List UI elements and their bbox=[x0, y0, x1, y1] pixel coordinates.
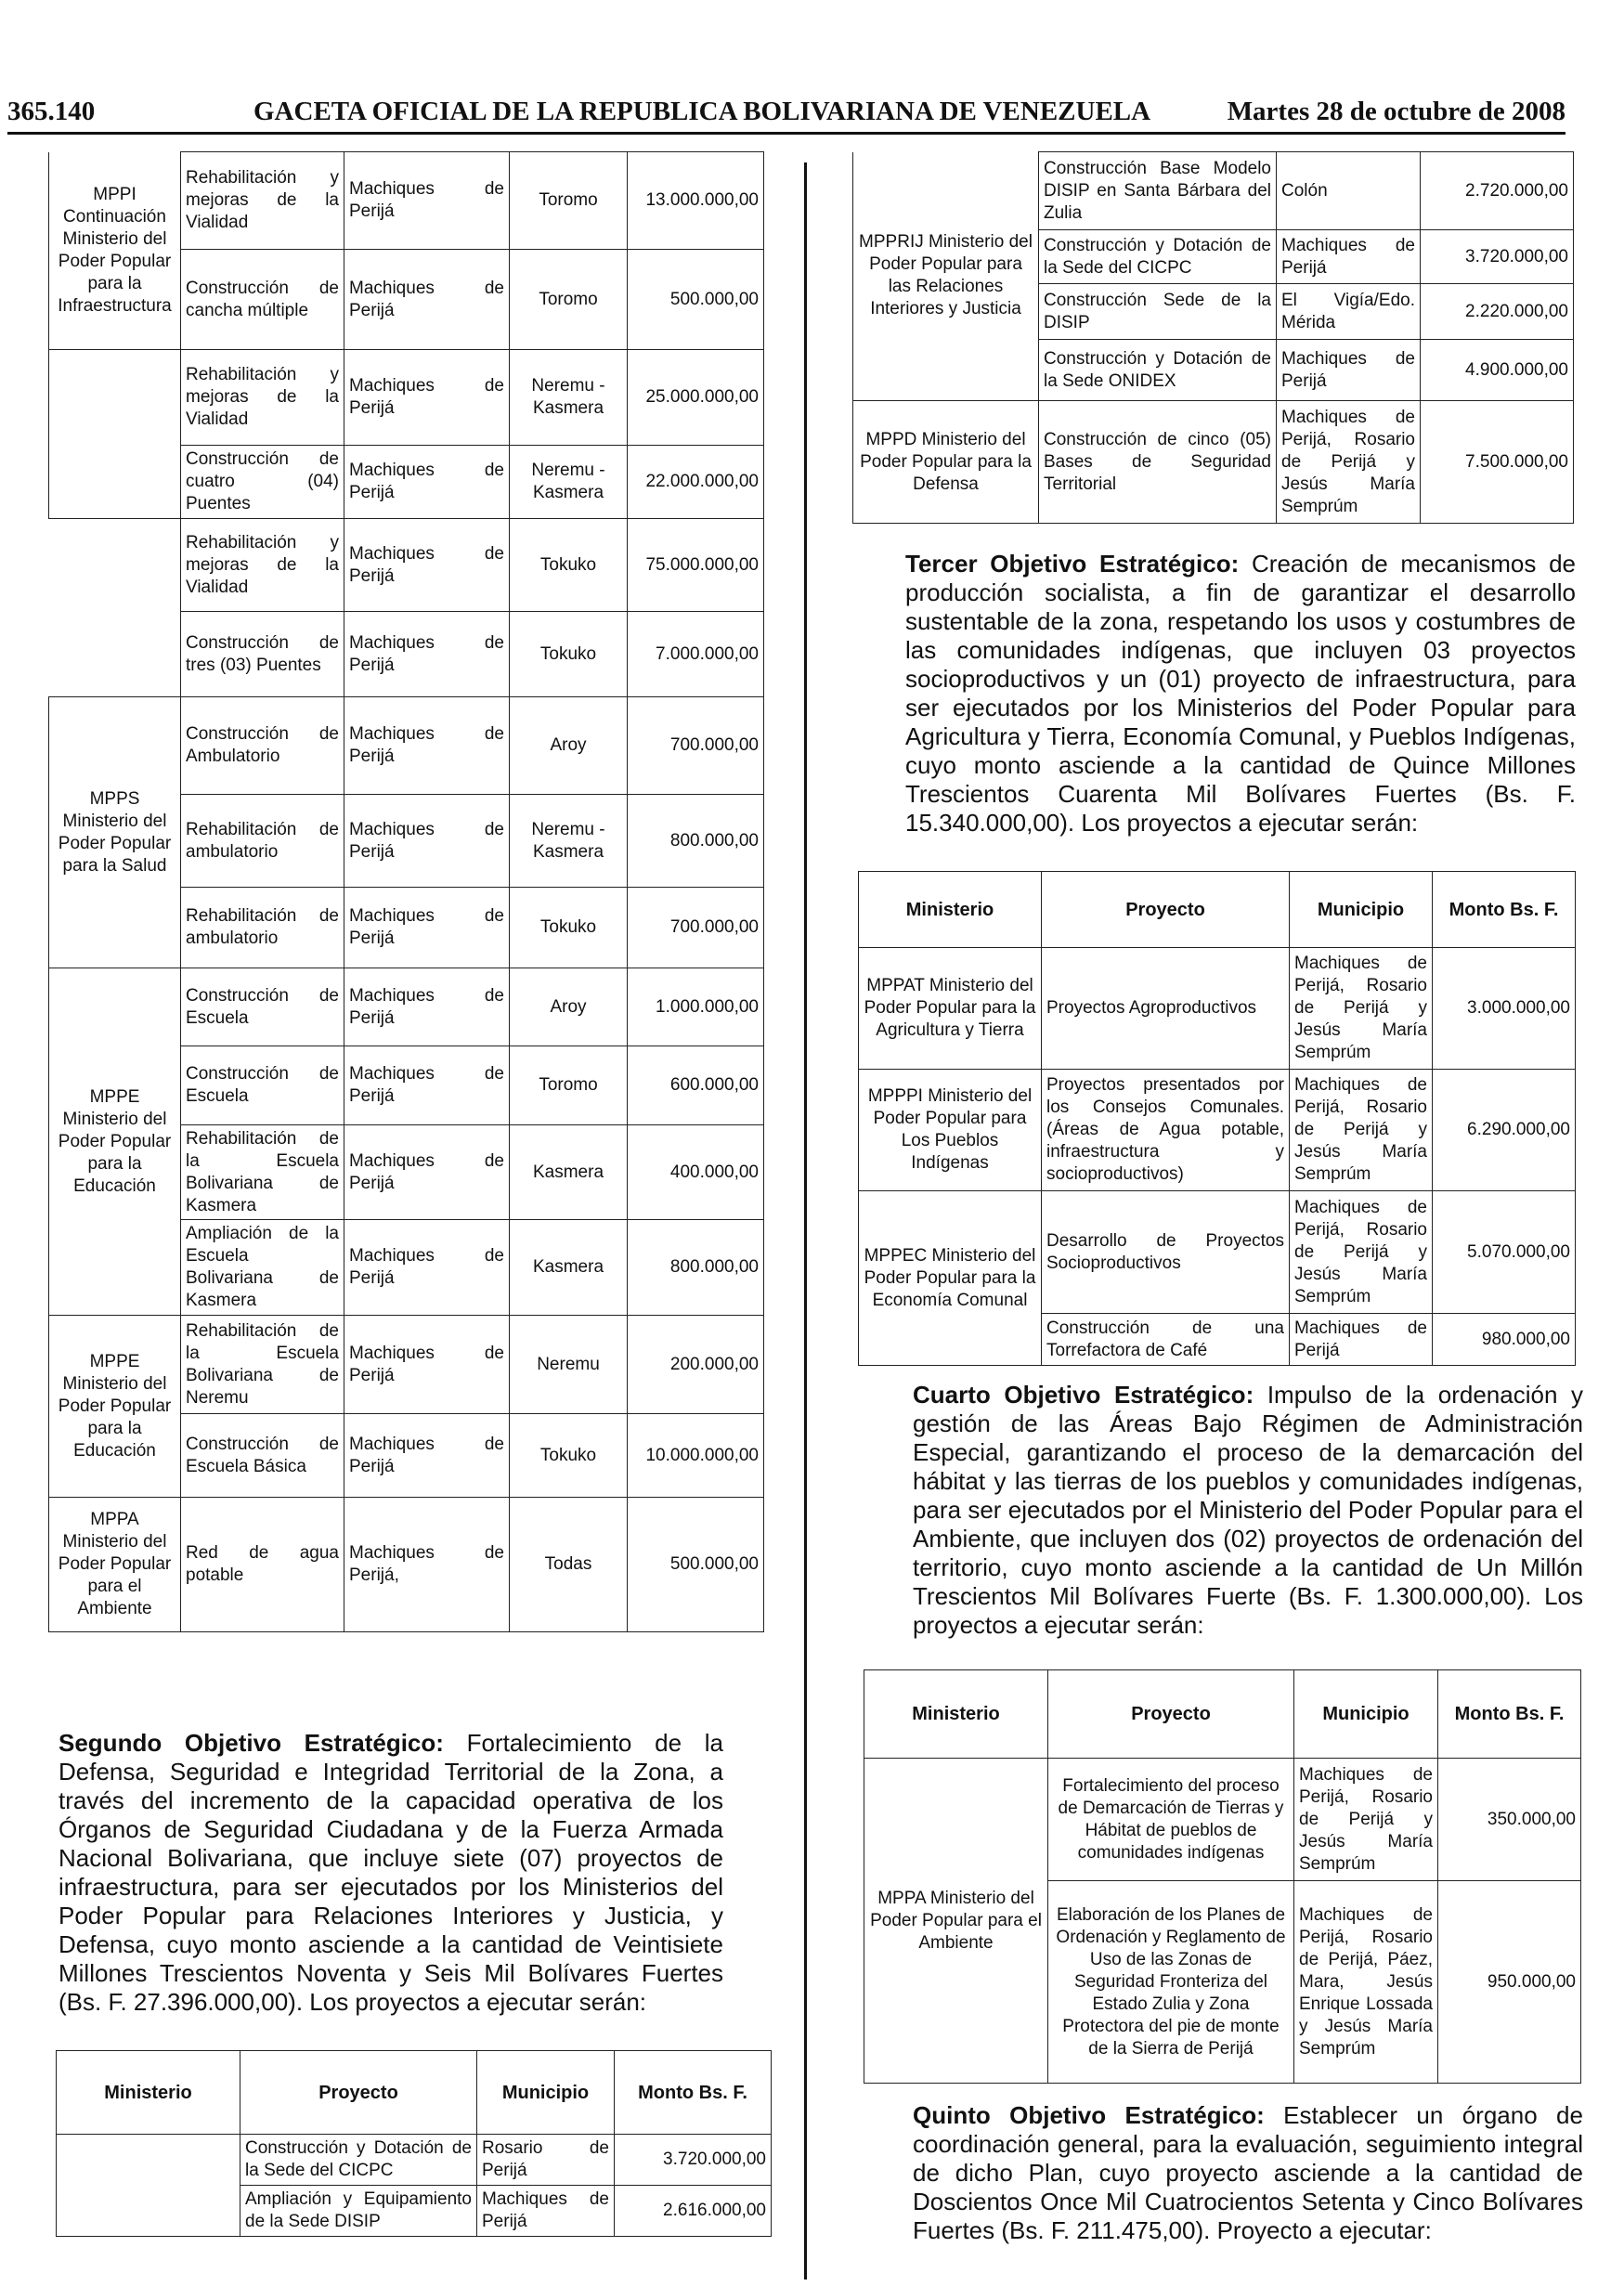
header-rule bbox=[7, 132, 1566, 135]
amount-cell: 800.000,00 bbox=[628, 1220, 764, 1316]
project-cell: Rehabilitación y mejoras de la Vialidad bbox=[181, 350, 344, 446]
column-header: Ministerio bbox=[859, 872, 1042, 948]
project-cell: Proyectos Agroproductivos bbox=[1042, 948, 1290, 1070]
segundo-objetivo-paragraph bbox=[58, 1729, 723, 2017]
municipio-cell: Colón bbox=[1277, 152, 1421, 230]
project-cell: Construcción y Dotación de la Sede ONIDEX bbox=[1039, 340, 1277, 401]
project-cell: Fortalecimiento del proceso de Demarcación de Tierras y Hábitat de pueblos de comunidades indígenas bbox=[1048, 1759, 1294, 1881]
amount-cell: 4.900.000,00 bbox=[1421, 340, 1574, 401]
project-cell: Elaboración de los Planes de Ordenación y Reglamento de Uso de las Zonas de Seguridad Fronteriza del Estado Zulia y Zona Protectora del pie de monte de la Sierra de Perijá bbox=[1048, 1881, 1294, 2084]
segundo-text: Fortalecimiento de la Defensa, Seguridad e Integridad Territorial de la Zona, a través del incremento de la capacidad operativa de los Órganos de Seguridad Ciudadana y de la Fuerza Armada Nacional Bolivariana, que incluye siete (07) proyectos de infraestructura, para ser ejecutados por los Ministerios del Poder Popular para Relaciones Interiores y Justicia, y Defensa, cuyo monto asciende a la cantidad de Veintisiete Millones Trescientos Noventa y Seis Mil Bolívares Fuertes (Bs. F. 27.396.000,00). Los proyectos a ejecutar serán: bbox=[58, 1729, 723, 2016]
municipio-cell: Machiques de Perijá, bbox=[344, 1498, 510, 1632]
municipio-cell: Machiques de Perijá, Rosario de Perijá y Jesús María Semprúm bbox=[1290, 1070, 1433, 1191]
amount-cell: 3.000.000,00 bbox=[1433, 948, 1576, 1070]
project-cell: Rehabilitación y mejoras de la Vialidad bbox=[181, 519, 344, 612]
project-cell: Construcción y Dotación de la Sede del CICPC bbox=[240, 2135, 477, 2186]
cuarto-heading: Cuarto Objetivo Estratégico: bbox=[913, 1381, 1254, 1409]
project-cell: Rehabilitación de la Escuela Bolivariana de Neremu bbox=[181, 1316, 344, 1414]
quinto-objetivo-paragraph bbox=[913, 2101, 1583, 2245]
gazette-title: GACETA OFICIAL DE LA REPUBLICA BOLIVARIANA DE VENEZUELA bbox=[253, 97, 1151, 126]
amount-cell: 350.000,00 bbox=[1438, 1759, 1581, 1881]
project-cell: Ampliación de la Escuela Bolivariana de Kasmera bbox=[181, 1220, 344, 1316]
municipio-cell: Machiques de Perijá bbox=[344, 152, 510, 250]
location-cell: Tokuko bbox=[510, 1414, 628, 1498]
project-cell: Ampliación y Equipamiento de la Sede DISIP bbox=[240, 2186, 477, 2237]
municipio-cell: Machiques de Perijá, Rosario de Perijá y Jesús María Semprúm bbox=[1277, 401, 1421, 524]
column-header: Monto Bs. F. bbox=[1433, 872, 1576, 948]
project-cell: Construcción de Escuela bbox=[181, 1046, 344, 1125]
project-cell: Construcción de cancha múltiple bbox=[181, 250, 344, 350]
ministry-cell: MPPS Ministerio del Poder Popular para la Salud bbox=[49, 697, 181, 968]
table-header-row bbox=[57, 2051, 772, 2135]
municipio-cell: El Vigía/Edo. Mérida bbox=[1277, 284, 1421, 340]
table-row bbox=[859, 948, 1576, 1070]
table-row bbox=[853, 152, 1574, 230]
cuarto-table bbox=[864, 1669, 1581, 2084]
municipio-cell: Machiques de Perijá bbox=[344, 519, 510, 612]
location-cell: Todas bbox=[510, 1498, 628, 1632]
location-cell: Toromo bbox=[510, 250, 628, 350]
cuarto-objetivo-paragraph bbox=[913, 1381, 1583, 1640]
amount-cell: 7.500.000,00 bbox=[1421, 401, 1574, 524]
amount-cell: 500.000,00 bbox=[628, 1498, 764, 1632]
municipio-cell: Machiques de Perijá bbox=[344, 968, 510, 1046]
ministry-cell: MPPD Ministerio del Poder Popular para la Defensa bbox=[853, 401, 1039, 524]
table-row bbox=[49, 519, 764, 612]
project-cell: Construcción de Ambulatorio bbox=[181, 697, 344, 795]
municipio-cell: Machiques de Perijá bbox=[344, 612, 510, 697]
segundo-heading: Segundo Objetivo Estratégico: bbox=[58, 1729, 444, 1757]
column-divider bbox=[804, 162, 807, 2280]
project-cell: Proyectos presentados por los Consejos Comunales. (Áreas de Agua potable, infraestructura y socioproductivos) bbox=[1042, 1070, 1290, 1191]
project-cell: Construcción y Dotación de la Sede del CICPC bbox=[1039, 230, 1277, 284]
municipio-cell: Machiques de Perijá bbox=[344, 446, 510, 519]
municipio-cell: Rosario de Perijá bbox=[477, 2135, 615, 2186]
municipio-cell: Machiques de Perijá bbox=[344, 697, 510, 795]
project-cell: Red de agua potable bbox=[181, 1498, 344, 1632]
column-header: Proyecto bbox=[240, 2051, 477, 2135]
ministry-cell bbox=[49, 519, 181, 697]
amount-cell: 500.000,00 bbox=[628, 250, 764, 350]
tercer-heading: Tercer Objetivo Estratégico: bbox=[905, 550, 1240, 578]
column-header: Municipio bbox=[477, 2051, 615, 2135]
table-row bbox=[859, 1191, 1576, 1314]
location-cell: Toromo bbox=[510, 1046, 628, 1125]
amount-cell: 600.000,00 bbox=[628, 1046, 764, 1125]
column-header: Municipio bbox=[1294, 1670, 1438, 1759]
tercer-objetivo-paragraph bbox=[905, 550, 1576, 838]
project-cell: Construcción de cinco (05) Bases de Seguridad Territorial bbox=[1039, 401, 1277, 524]
amount-cell: 980.000,00 bbox=[1433, 1314, 1576, 1366]
table-header-row bbox=[859, 872, 1576, 948]
ministry-cell: MPPPI Ministerio del Poder Popular para Los Pueblos Indígenas bbox=[859, 1070, 1042, 1191]
amount-cell: 3.720.000,00 bbox=[1421, 230, 1574, 284]
table-row bbox=[49, 1498, 764, 1632]
cuarto-text: Impulso de la ordenación y gestión de las Áreas Bajo Régimen de Administración Especial, garantizando el proceso de la demarcación del hábitat y las tierras de los pueblos y comunidades indígenas, para ser ejecutados por el Ministerio del Poder Popular para el Ambiente, que incluyen dos (02) proyectos de ordenación del territorio, cuyo monto asciende a la cantidad de Un Millón Trescientos Mil Bolívares Fuerte (Bs. F. 1.300.000,00). Los proyectos a ejecutar serán: bbox=[913, 1381, 1584, 1639]
project-cell: Construcción de Escuela bbox=[181, 968, 344, 1046]
project-cell: Construcción de Escuela Básica bbox=[181, 1414, 344, 1498]
municipio-cell: Machiques de Perijá bbox=[344, 1414, 510, 1498]
segundo-table bbox=[56, 2050, 772, 2237]
column-header: Proyecto bbox=[1048, 1670, 1294, 1759]
project-cell: Desarrollo de Proyectos Socioproductivos bbox=[1042, 1191, 1290, 1314]
municipio-cell: Machiques de Perijá bbox=[344, 795, 510, 888]
amount-cell: 2.720.000,00 bbox=[1421, 152, 1574, 230]
ministry-cell: MPPEC Ministerio del Poder Popular para la Economía Comunal bbox=[859, 1191, 1042, 1366]
municipio-cell: Machiques de Perijá bbox=[1290, 1314, 1433, 1366]
amount-cell: 400.000,00 bbox=[628, 1125, 764, 1220]
amount-cell: 13.000.000,00 bbox=[628, 152, 764, 250]
amount-cell: 6.290.000,00 bbox=[1433, 1070, 1576, 1191]
project-cell: Construcción de tres (03) Puentes bbox=[181, 612, 344, 697]
table-row bbox=[859, 1070, 1576, 1191]
amount-cell: 200.000,00 bbox=[628, 1316, 764, 1414]
tercer-table bbox=[858, 871, 1576, 1366]
ministry-cell: MPPAT Ministerio del Poder Popular para la Agricultura y Tierra bbox=[859, 948, 1042, 1070]
amount-cell: 10.000.000,00 bbox=[628, 1414, 764, 1498]
column-header: Monto Bs. F. bbox=[615, 2051, 772, 2135]
project-cell: Rehabilitación de ambulatorio bbox=[181, 888, 344, 968]
tercer-text: Creación de mecanismos de producción socialista, a fin de garantizar el desarrollo sustentable de la zona, respetando los usos y costumbres de las comunidades indígenas, que incluyen 03 proyectos socioproductivos y un (01) proyecto de infraestructura, para ser ejecutados por los Ministerios del Poder Popular para Agricultura y Tierra, Economía Comunal, y Pueblos Indígenas, cuyo monto asciende a la cantidad de Quince Millones Trescientos Cuarenta Mil Bolívares Fuertes (Bs. F. 15.340.000,00). Los proyectos a ejecutar serán: bbox=[905, 550, 1577, 837]
ministry-cell: MPPRIJ Ministerio del Poder Popular para las Relaciones Interiores y Justicia bbox=[853, 152, 1039, 401]
municipio-cell: Machiques de Perijá bbox=[344, 1220, 510, 1316]
column-header: Monto Bs. F. bbox=[1438, 1670, 1581, 1759]
amount-cell: 800.000,00 bbox=[628, 795, 764, 888]
project-cell: Rehabilitación de ambulatorio bbox=[181, 795, 344, 888]
column-header: Proyecto bbox=[1042, 872, 1290, 948]
ministry-cell: MPPA Ministerio del Poder Popular para el Ambiente bbox=[864, 1759, 1048, 2084]
amount-cell: 700.000,00 bbox=[628, 888, 764, 968]
municipio-cell: Machiques de Perijá bbox=[1277, 340, 1421, 401]
table-row bbox=[49, 152, 764, 250]
table-row bbox=[49, 350, 764, 446]
table-row bbox=[57, 2135, 772, 2186]
left-projects-table bbox=[48, 151, 764, 1632]
table-row bbox=[853, 401, 1574, 524]
municipio-cell: Machiques de Perijá, Rosario de Perijá y Jesús María Semprúm bbox=[1290, 1191, 1433, 1314]
table-row bbox=[49, 1316, 764, 1414]
location-cell: Kasmera bbox=[510, 1220, 628, 1316]
quinto-text: Establecer un órgano de coordinación general, para la evaluación, seguimiento integral de dicho Plan, cuyo proyecto asciende a la cantidad de Doscientos Once Mil Cuatrocientos Setenta y Cinco Bolívares Fuertes (Bs. F. 211.475,00). Proyecto a ejecutar: bbox=[913, 2101, 1583, 2244]
amount-cell: 1.000.000,00 bbox=[628, 968, 764, 1046]
table-header-row bbox=[864, 1670, 1581, 1759]
ministry-cell: MPPE Ministerio del Poder Popular para la Educación bbox=[49, 1316, 181, 1498]
project-cell: Construcción Base Modelo DISIP en Santa Bárbara del Zulia bbox=[1039, 152, 1277, 230]
location-cell: Neremu - Kasmera bbox=[510, 446, 628, 519]
municipio-cell: Machiques de Perijá bbox=[344, 1316, 510, 1414]
column-header: Municipio bbox=[1290, 872, 1433, 948]
table-row bbox=[49, 697, 764, 795]
project-cell: Construcción de cuatro (04) Puentes bbox=[181, 446, 344, 519]
project-cell: Construcción de una Torrefactora de Café bbox=[1042, 1314, 1290, 1366]
amount-cell: 5.070.000,00 bbox=[1433, 1191, 1576, 1314]
municipio-cell: Machiques de Perijá bbox=[344, 1046, 510, 1125]
municipio-cell: Machiques de Perijá bbox=[344, 888, 510, 968]
amount-cell: 950.000,00 bbox=[1438, 1881, 1581, 2084]
issue-date: Martes 28 de octubre de 2008 bbox=[1227, 97, 1566, 126]
municipio-cell: Machiques de Perijá, Rosario de Perijá, Páez, Mara, Jesús Enrique Lossada y Jesús María Semprúm bbox=[1294, 1881, 1438, 2084]
municipio-cell: Machiques de Perijá bbox=[477, 2186, 615, 2237]
page-header bbox=[7, 97, 1566, 130]
ministry-cell: MPPE Ministerio del Poder Popular para la Educación bbox=[49, 968, 181, 1316]
table-row bbox=[49, 968, 764, 1046]
amount-cell: 3.720.000,00 bbox=[615, 2135, 772, 2186]
column-header: Ministerio bbox=[864, 1670, 1048, 1759]
location-cell: Neremu - Kasmera bbox=[510, 795, 628, 888]
quinto-heading: Quinto Objetivo Estratégico: bbox=[913, 2101, 1265, 2129]
municipio-cell: Machiques de Perijá, Rosario de Perijá y Jesús María Semprúm bbox=[1294, 1759, 1438, 1881]
location-cell: Tokuko bbox=[510, 888, 628, 968]
column-header: Ministerio bbox=[57, 2051, 240, 2135]
ministry-cell: MPPI Continuación Ministerio del Poder Popular para la Infraestructura bbox=[49, 152, 181, 350]
municipio-cell: Machiques de Perijá bbox=[344, 1125, 510, 1220]
project-cell: Rehabilitación y mejoras de la Vialidad bbox=[181, 152, 344, 250]
amount-cell: 700.000,00 bbox=[628, 697, 764, 795]
amount-cell: 25.000.000,00 bbox=[628, 350, 764, 446]
amount-cell: 22.000.000,00 bbox=[628, 446, 764, 519]
project-cell: Rehabilitación de la Escuela Bolivariana de Kasmera bbox=[181, 1125, 344, 1220]
location-cell: Neremu - Kasmera bbox=[510, 350, 628, 446]
location-cell: Aroy bbox=[510, 697, 628, 795]
project-cell: Construcción Sede de la DISIP bbox=[1039, 284, 1277, 340]
amount-cell: 75.000.000,00 bbox=[628, 519, 764, 612]
table-row bbox=[864, 1759, 1581, 1881]
location-cell: Tokuko bbox=[510, 612, 628, 697]
municipio-cell: Machiques de Perijá bbox=[344, 350, 510, 446]
amount-cell: 2.616.000,00 bbox=[615, 2186, 772, 2237]
page-number: 365.140 bbox=[7, 97, 96, 126]
location-cell: Toromo bbox=[510, 152, 628, 250]
amount-cell: 2.220.000,00 bbox=[1421, 284, 1574, 340]
municipio-cell: Machiques de Perijá bbox=[1277, 230, 1421, 284]
location-cell: Kasmera bbox=[510, 1125, 628, 1220]
ministry-cell-empty bbox=[49, 350, 181, 519]
ministry-cell bbox=[57, 2135, 240, 2237]
location-cell: Tokuko bbox=[510, 519, 628, 612]
right-top-table bbox=[852, 151, 1574, 524]
municipio-cell: Machiques de Perijá bbox=[344, 250, 510, 350]
amount-cell: 7.000.000,00 bbox=[628, 612, 764, 697]
ministry-cell: MPPA Ministerio del Poder Popular para el Ambiente bbox=[49, 1498, 181, 1632]
municipio-cell: Machiques de Perijá, Rosario de Perijá y Jesús María Semprúm bbox=[1290, 948, 1433, 1070]
location-cell: Neremu bbox=[510, 1316, 628, 1414]
location-cell: Aroy bbox=[510, 968, 628, 1046]
